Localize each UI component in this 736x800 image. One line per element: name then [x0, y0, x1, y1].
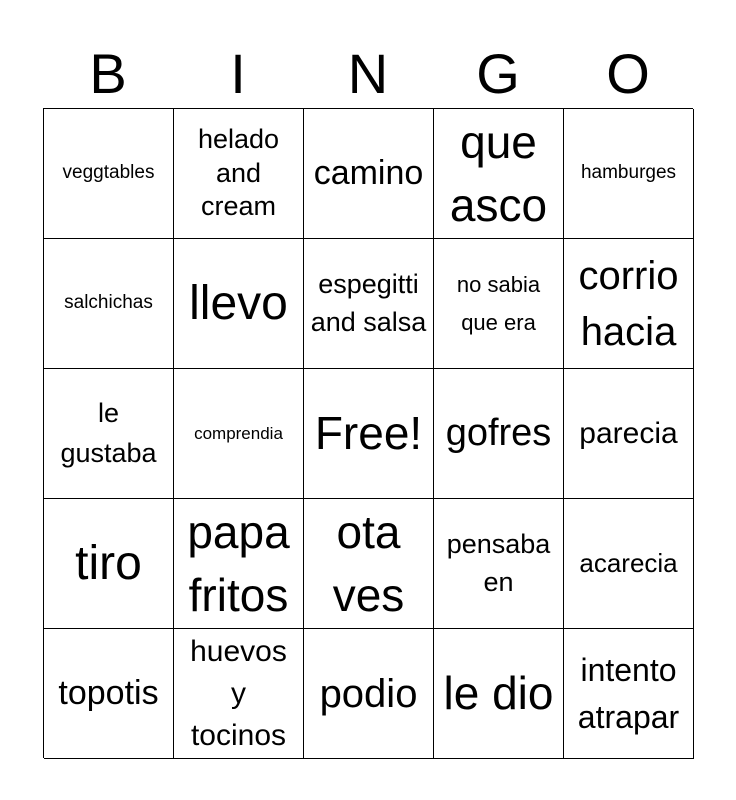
cell-text: parecia: [579, 416, 678, 450]
cell-text: pensaba en: [446, 528, 551, 597]
bingo-cell: [44, 629, 174, 759]
cell-text: espegitti and salsa: [310, 268, 427, 337]
bingo-cell: [564, 239, 694, 369]
cell-text: llevo: [189, 276, 288, 330]
cell-text: corrio hacia: [578, 253, 679, 354]
cell-text: que asco: [449, 116, 548, 231]
header-letter-b: B: [89, 42, 127, 105]
bingo-cell: [434, 499, 564, 629]
cell-text: tiro: [75, 536, 142, 590]
bingo-cell: [564, 369, 694, 499]
cell-text: intento atrapar: [577, 652, 680, 735]
cell-text: le gustaba: [60, 398, 157, 468]
cell-text: gofres: [445, 411, 552, 454]
bingo-cell: [174, 629, 304, 759]
cell-text: veggtables: [62, 162, 155, 184]
cell-text: camino: [313, 153, 424, 192]
bingo-cell: [304, 369, 434, 499]
header-letter-i: I: [230, 42, 246, 105]
cell-text: salchichas: [64, 292, 153, 314]
bingo-cell: [304, 109, 434, 239]
cell-text: acarecia: [579, 548, 678, 579]
bingo-cell: [434, 369, 564, 499]
bingo-cell: [174, 499, 304, 629]
cell-text: topotis: [58, 673, 159, 712]
header-letter-o: O: [606, 42, 650, 105]
header-letter-n: N: [347, 42, 389, 105]
cell-text: hamburges: [580, 162, 677, 184]
bingo-cell: [564, 109, 694, 239]
bingo-cell: [44, 239, 174, 369]
cell-text: papa fritos: [187, 506, 290, 621]
bingo-cell: [44, 109, 174, 239]
bingo-cell: [174, 369, 304, 499]
bingo-cell: [174, 109, 304, 239]
cell-text: comprendia: [194, 423, 283, 443]
bingo-header: [43, 40, 693, 108]
bingo-cell: [564, 499, 694, 629]
bingo-cell: [434, 629, 564, 759]
bingo-cell: [304, 499, 434, 629]
cell-text: le dio: [443, 667, 554, 720]
cell-text: podio: [319, 671, 418, 716]
cell-text: helado and cream: [197, 123, 280, 222]
bingo-cell: [564, 629, 694, 759]
bingo-cell: [44, 499, 174, 629]
bingo-cell: [304, 629, 434, 759]
bingo-cell: [304, 239, 434, 369]
cell-text: no sabia que era: [456, 272, 541, 335]
cell-text: huevos y tocinos: [190, 634, 287, 752]
bingo-cell: [434, 239, 564, 369]
header-letter-g: G: [476, 42, 520, 105]
bingo-cell: [44, 369, 174, 499]
bingo-cell: [174, 239, 304, 369]
bingo-board: [43, 108, 693, 758]
cell-text: Free!: [314, 406, 423, 459]
cell-text: ota ves: [332, 506, 405, 621]
bingo-cell: [434, 109, 564, 239]
